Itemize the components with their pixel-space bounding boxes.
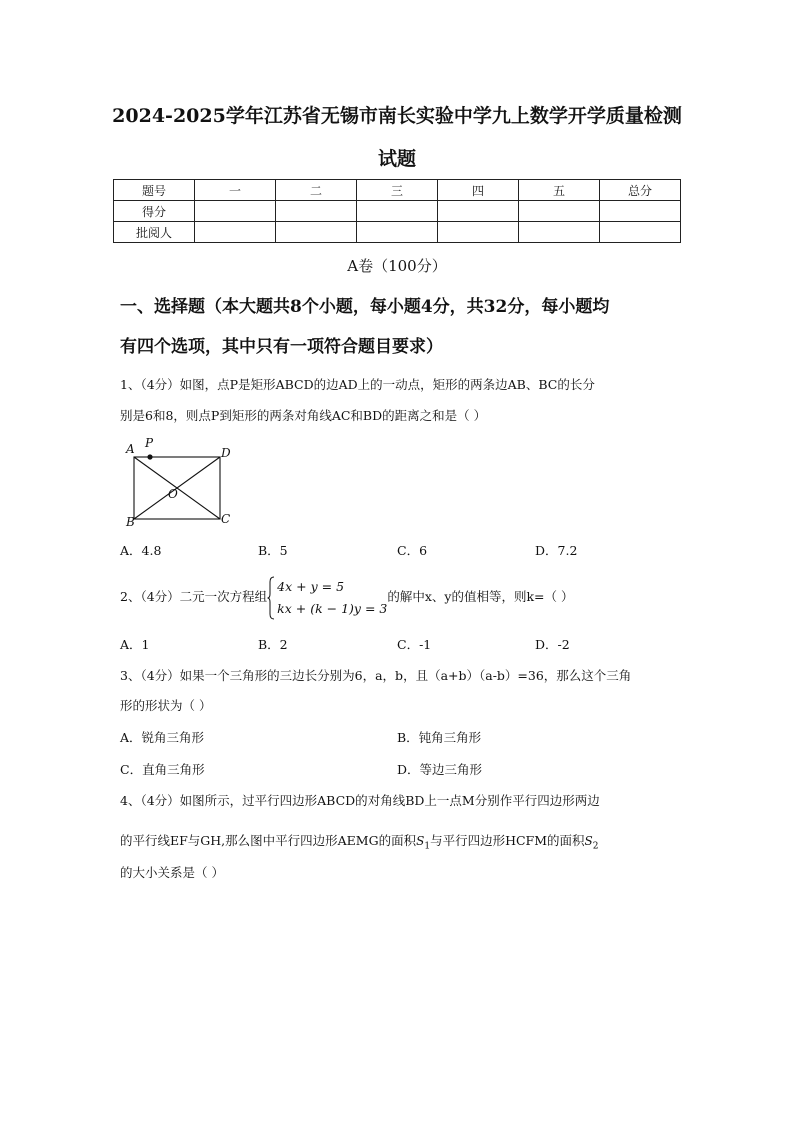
score-cell	[357, 201, 438, 222]
score-cell	[195, 201, 276, 222]
question-4-line2-b: 与平行四边形HCFM的面积	[430, 833, 585, 848]
question-1-line1: 1、（4分）如图，点P是矩形ABCD的边AD上的一动点，矩形的两条边AB、BC的长分	[120, 377, 595, 392]
question-1-line2: 别是6和8，则点P到矩形的两条对角线AC和BD的距离之和是（ ）	[120, 408, 487, 423]
reviewer-row-label: 批阅人	[114, 222, 195, 243]
q3-option-a: A．锐角三角形	[120, 730, 205, 745]
roll-heading: A卷（100分）	[347, 257, 447, 275]
question-4-line2-a: 的平行线EF与GH,那么图中平行四边形AEMG的面积	[120, 833, 417, 848]
reviewer-cell	[195, 222, 276, 243]
score-cell	[519, 201, 600, 222]
question-4-line3: 的大小关系是（ ）	[120, 865, 224, 880]
score-header-cell: 二	[276, 180, 357, 201]
score-table	[113, 179, 681, 243]
question-3-line2: 形的形状为（ ）	[120, 698, 212, 713]
point-p	[147, 454, 152, 459]
label-a: A	[126, 442, 135, 456]
equation-system	[267, 576, 387, 620]
score-cell	[438, 201, 519, 222]
label-o: O	[168, 487, 178, 501]
question-4-line1: 4、（4分）如图所示，过平行四边形ABCD的对角线BD上一点M分别作平行四边形两边	[120, 793, 600, 808]
score-header-cell: 一	[195, 180, 276, 201]
q3-option-d: D．等边三角形	[397, 762, 483, 777]
question-2-suffix: 的解中x、y的值相等，则k=（ ）	[387, 589, 574, 604]
question-4-line2	[120, 826, 680, 862]
q3-option-b: B．钝角三角形	[397, 730, 482, 745]
reviewer-row	[114, 222, 681, 243]
s1-symbol: S	[416, 834, 425, 848]
reviewer-cell	[276, 222, 357, 243]
q3-option-c: C．直角三角形	[120, 762, 205, 777]
brace-icon	[267, 576, 275, 620]
s2-subscript: 2	[592, 841, 599, 852]
question-2-prefix: 2、（4分）二元一次方程组	[120, 589, 268, 604]
page-title: 2024-2025学年江苏省无锡市南长实验中学九上数学开学质量检测	[112, 105, 682, 127]
s2-symbol: S	[584, 834, 593, 848]
score-header-cell: 总分	[600, 180, 681, 201]
section-heading-line1: 一、选择题（本大题共8个小题，每小题4分，共32分，每小题均	[120, 297, 610, 317]
score-header-cell: 四	[438, 180, 519, 201]
page-title-line2: 试题	[377, 148, 416, 170]
q1-option-c: C．6	[397, 543, 428, 558]
q2-option-b: B．2	[258, 637, 288, 652]
score-header-cell: 五	[519, 180, 600, 201]
label-d: D	[221, 446, 231, 460]
s1-subscript: 1	[424, 841, 431, 852]
score-row	[114, 201, 681, 222]
score-cell	[276, 201, 357, 222]
equation-1: 4x + y = 5	[277, 578, 345, 594]
label-p: P	[145, 436, 154, 450]
q2-option-d: D．-2	[535, 637, 570, 652]
reviewer-cell	[600, 222, 681, 243]
score-header-cell: 题号	[114, 180, 195, 201]
equation-2: kx + (k − 1)y = 3	[277, 600, 388, 616]
question-2	[120, 575, 680, 620]
section-heading-line2: 有四个选项，其中只有一项符合题目要求）	[120, 337, 443, 357]
q2-option-c: C．-1	[397, 637, 432, 652]
label-b: B	[126, 515, 135, 529]
q1-option-b: B．5	[258, 543, 288, 558]
score-header-cell: 三	[357, 180, 438, 201]
label-c: C	[221, 512, 231, 526]
q1-option-a: A．4.8	[120, 543, 162, 558]
score-cell	[600, 201, 681, 222]
reviewer-cell	[519, 222, 600, 243]
q2-option-a: A．1	[120, 637, 150, 652]
rectangle-figure	[120, 435, 250, 535]
score-row-label: 得分	[114, 201, 195, 222]
reviewer-cell	[438, 222, 519, 243]
reviewer-cell	[357, 222, 438, 243]
q1-option-d: D．7.2	[535, 543, 578, 558]
question-3-line1: 3、（4分）如果一个三角形的三边长分别为6，a，b，且（a+b）（a-b）=36，那么这个三角	[120, 668, 632, 683]
score-table-header-row	[114, 180, 681, 201]
